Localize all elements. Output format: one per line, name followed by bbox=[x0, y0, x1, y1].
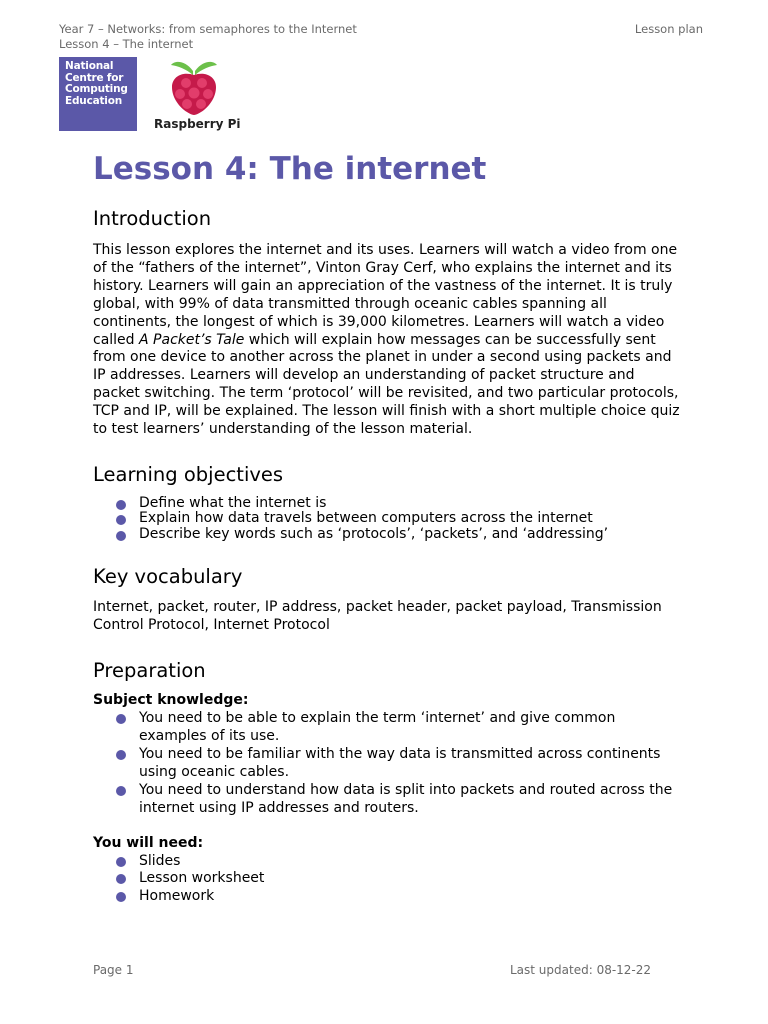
page-title: Lesson 4: The internet bbox=[93, 151, 487, 187]
last-updated: Last updated: 08-12-22 bbox=[510, 963, 652, 977]
vocabulary-text: Internet, packet, router, IP address, packet header, packet payload, Transmission Control Protocol, Internet Protocol bbox=[93, 599, 662, 634]
introduction-heading: Introduction bbox=[93, 207, 212, 230]
subject-knowledge-item: You need to be familiar with the way data is transmitted across continents using oceanic cables. bbox=[116, 746, 683, 782]
objective-item: Define what the internet is bbox=[116, 496, 683, 512]
lesson-plan-body bbox=[93, 150, 683, 906]
resource-item: Lesson worksheet bbox=[116, 870, 683, 888]
vocabulary-heading: Key vocabulary bbox=[93, 565, 243, 589]
subject-knowledge-list bbox=[93, 710, 683, 817]
ncce-logo bbox=[59, 57, 137, 131]
objectives-list bbox=[93, 496, 683, 543]
objective-item: Explain how data travels between computers across the internet bbox=[116, 511, 683, 527]
doc-type: Lesson plan bbox=[634, 22, 703, 36]
ncce-logo-text: National Centre for Computing Education bbox=[65, 60, 128, 107]
subject-knowledge-item: You need to understand how data is split into packets and routed across the internet using IP addresses and routers. bbox=[116, 782, 683, 818]
resource-item: Homework bbox=[116, 888, 683, 906]
raspberry-pi-label: Raspberry Pi bbox=[154, 117, 241, 131]
subject-knowledge-label: Subject knowledge: bbox=[93, 692, 249, 709]
objective-item: Describe key words such as ‘protocols’, ‘packets’, and ‘addressing’ bbox=[116, 527, 683, 543]
resource-item: Slides bbox=[116, 853, 683, 871]
page-number: Page 1 bbox=[93, 963, 134, 977]
header-course-info bbox=[59, 22, 357, 52]
course-title: Year 7 – Networks: from semaphores to the Internet bbox=[59, 22, 357, 36]
preparation-heading: Preparation bbox=[93, 659, 206, 683]
objectives-heading: Learning objectives bbox=[93, 462, 284, 486]
you-will-need-label: You will need: bbox=[93, 834, 204, 851]
subject-knowledge-item: You need to be able to explain the term ‘internet’ and give common examples of its use. bbox=[116, 710, 683, 746]
video-title: A Packet’s Tale bbox=[139, 331, 245, 348]
lesson-line: Lesson 4 – The internet bbox=[59, 37, 194, 51]
introduction-text: This lesson explores the internet and its uses. Learners will watch a video from one of the “fathers of the internet”, Vinton Gray Cerf, who explains the internet and its history. Learners will gain an appreciation of the vastness of the internet. It is truly global, with 99% of data transmitted through oceanic cables spanning all continents, the longest of which is 39,000 kilometres. Learners will watch a video called A Packet’s Tale which will explain how messages can be successfully sent from one device to another across the planet in under a second using packets and IP addresses. Learners will develop an understanding of packet structure and packet switching. The term ‘protocol’ will be revisited, and two particular protocols, TCP and IP, will be explained. The lesson will finish with a short multiple choice quiz to test learners’ understanding of the lesson material. bbox=[93, 242, 680, 438]
you-will-need-list bbox=[93, 853, 683, 907]
